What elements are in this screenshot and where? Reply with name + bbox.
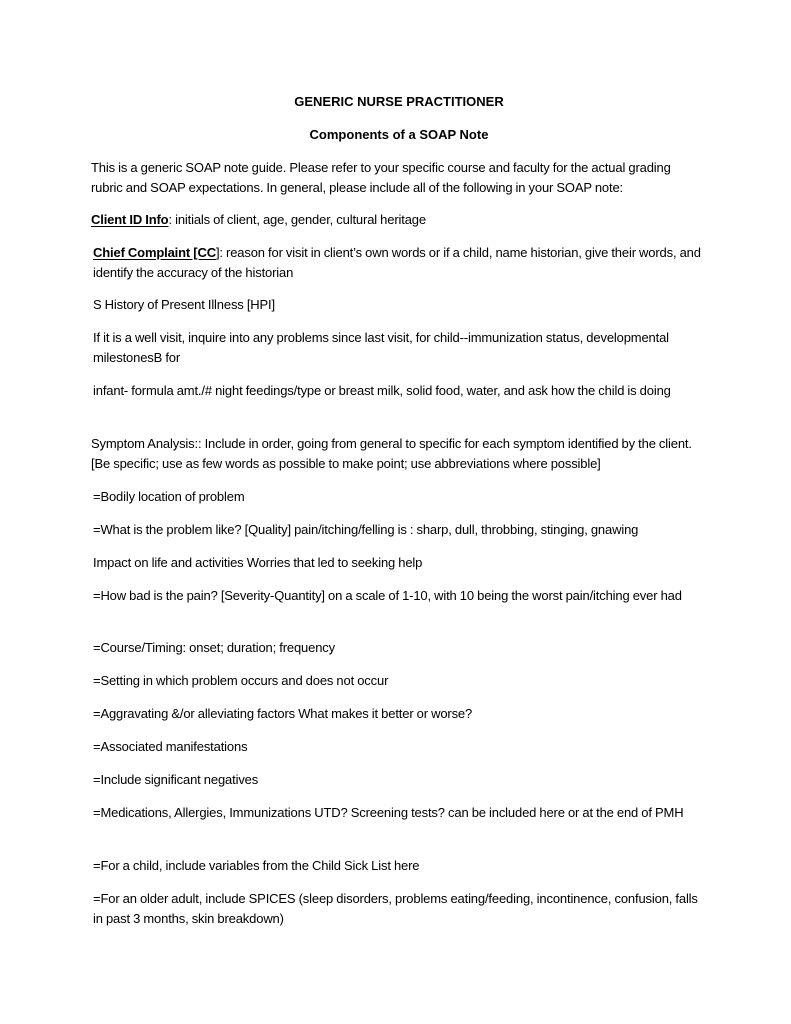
list-item-associated: =Associated manifestations — [93, 739, 248, 754]
chief-complaint-text: ]: reason for visit in client’s own words or if a child, name historian, give their words, and identify the accuracy of the historian — [93, 245, 701, 280]
list-item-negatives: =Include significant negatives — [93, 772, 259, 787]
list-item-aggravating: =Aggravating &/or alleviating factors What makes it better or worse? — [93, 706, 473, 721]
well-visit-paragraph: If it is a well visit, inquire into any problems since last visit, for child--immunization status, developmental milestonesB for — [93, 330, 669, 365]
list-item-setting: =Setting in which problem occurs and does not occur — [93, 673, 389, 688]
client-id-text: : initials of client, age, gender, cultural heritage — [168, 212, 426, 227]
document-title: GENERIC NURSE PRACTITIONER — [294, 94, 504, 109]
hpi-heading: S History of Present Illness [HPI] — [93, 297, 275, 312]
infant-paragraph: infant- formula amt./# night feedings/type or breast milk, solid food, water, and ask how the child is doing — [93, 383, 671, 398]
chief-complaint-label: Chief Complaint [CC — [93, 245, 216, 260]
list-item-impact: Impact on life and activities Worries that led to seeking help — [93, 555, 423, 570]
list-item-location: =Bodily location of problem — [93, 489, 245, 504]
list-item-medications: =Medications, Allergies, Immunizations UTD? Screening tests? can be included here or at the end of PMH — [93, 805, 684, 820]
list-item-older-adult: =For an older adult, include SPICES (sleep disorders, problems eating/feeding, incontinence, confusion, falls in past 3 months, skin breakdown) — [93, 891, 698, 926]
list-item-timing: =Course/Timing: onset; duration; frequency — [93, 640, 335, 655]
list-item-child: =For a child, include variables from the Child Sick List here — [93, 858, 420, 873]
list-item-quality: =What is the problem like? [Quality] pain/itching/felling is : sharp, dull, throbbing, stinging, gnawing — [93, 522, 639, 537]
list-item-severity: =How bad is the pain? [Severity-Quantity] on a scale of 1-10, with 10 being the worst pain/itching ever had — [93, 588, 682, 603]
client-id-label: Client ID Info — [91, 212, 169, 227]
chief-complaint-paragraph — [93, 243, 705, 283]
document-subtitle: Components of a SOAP Note — [309, 127, 489, 142]
client-id-paragraph — [91, 210, 703, 230]
intro-paragraph: This is a generic SOAP note guide. Please refer to your specific course and faculty for the actual grading rubric and SOAP expectations. In general, please include all of the following in your SOAP note: — [91, 160, 671, 195]
symptom-analysis-paragraph: Symptom Analysis:: Include in order, going from general to specific for each symptom identified by the client. [Be specific; use as few words as possible to make point; use abbreviations where possible] — [91, 436, 692, 471]
